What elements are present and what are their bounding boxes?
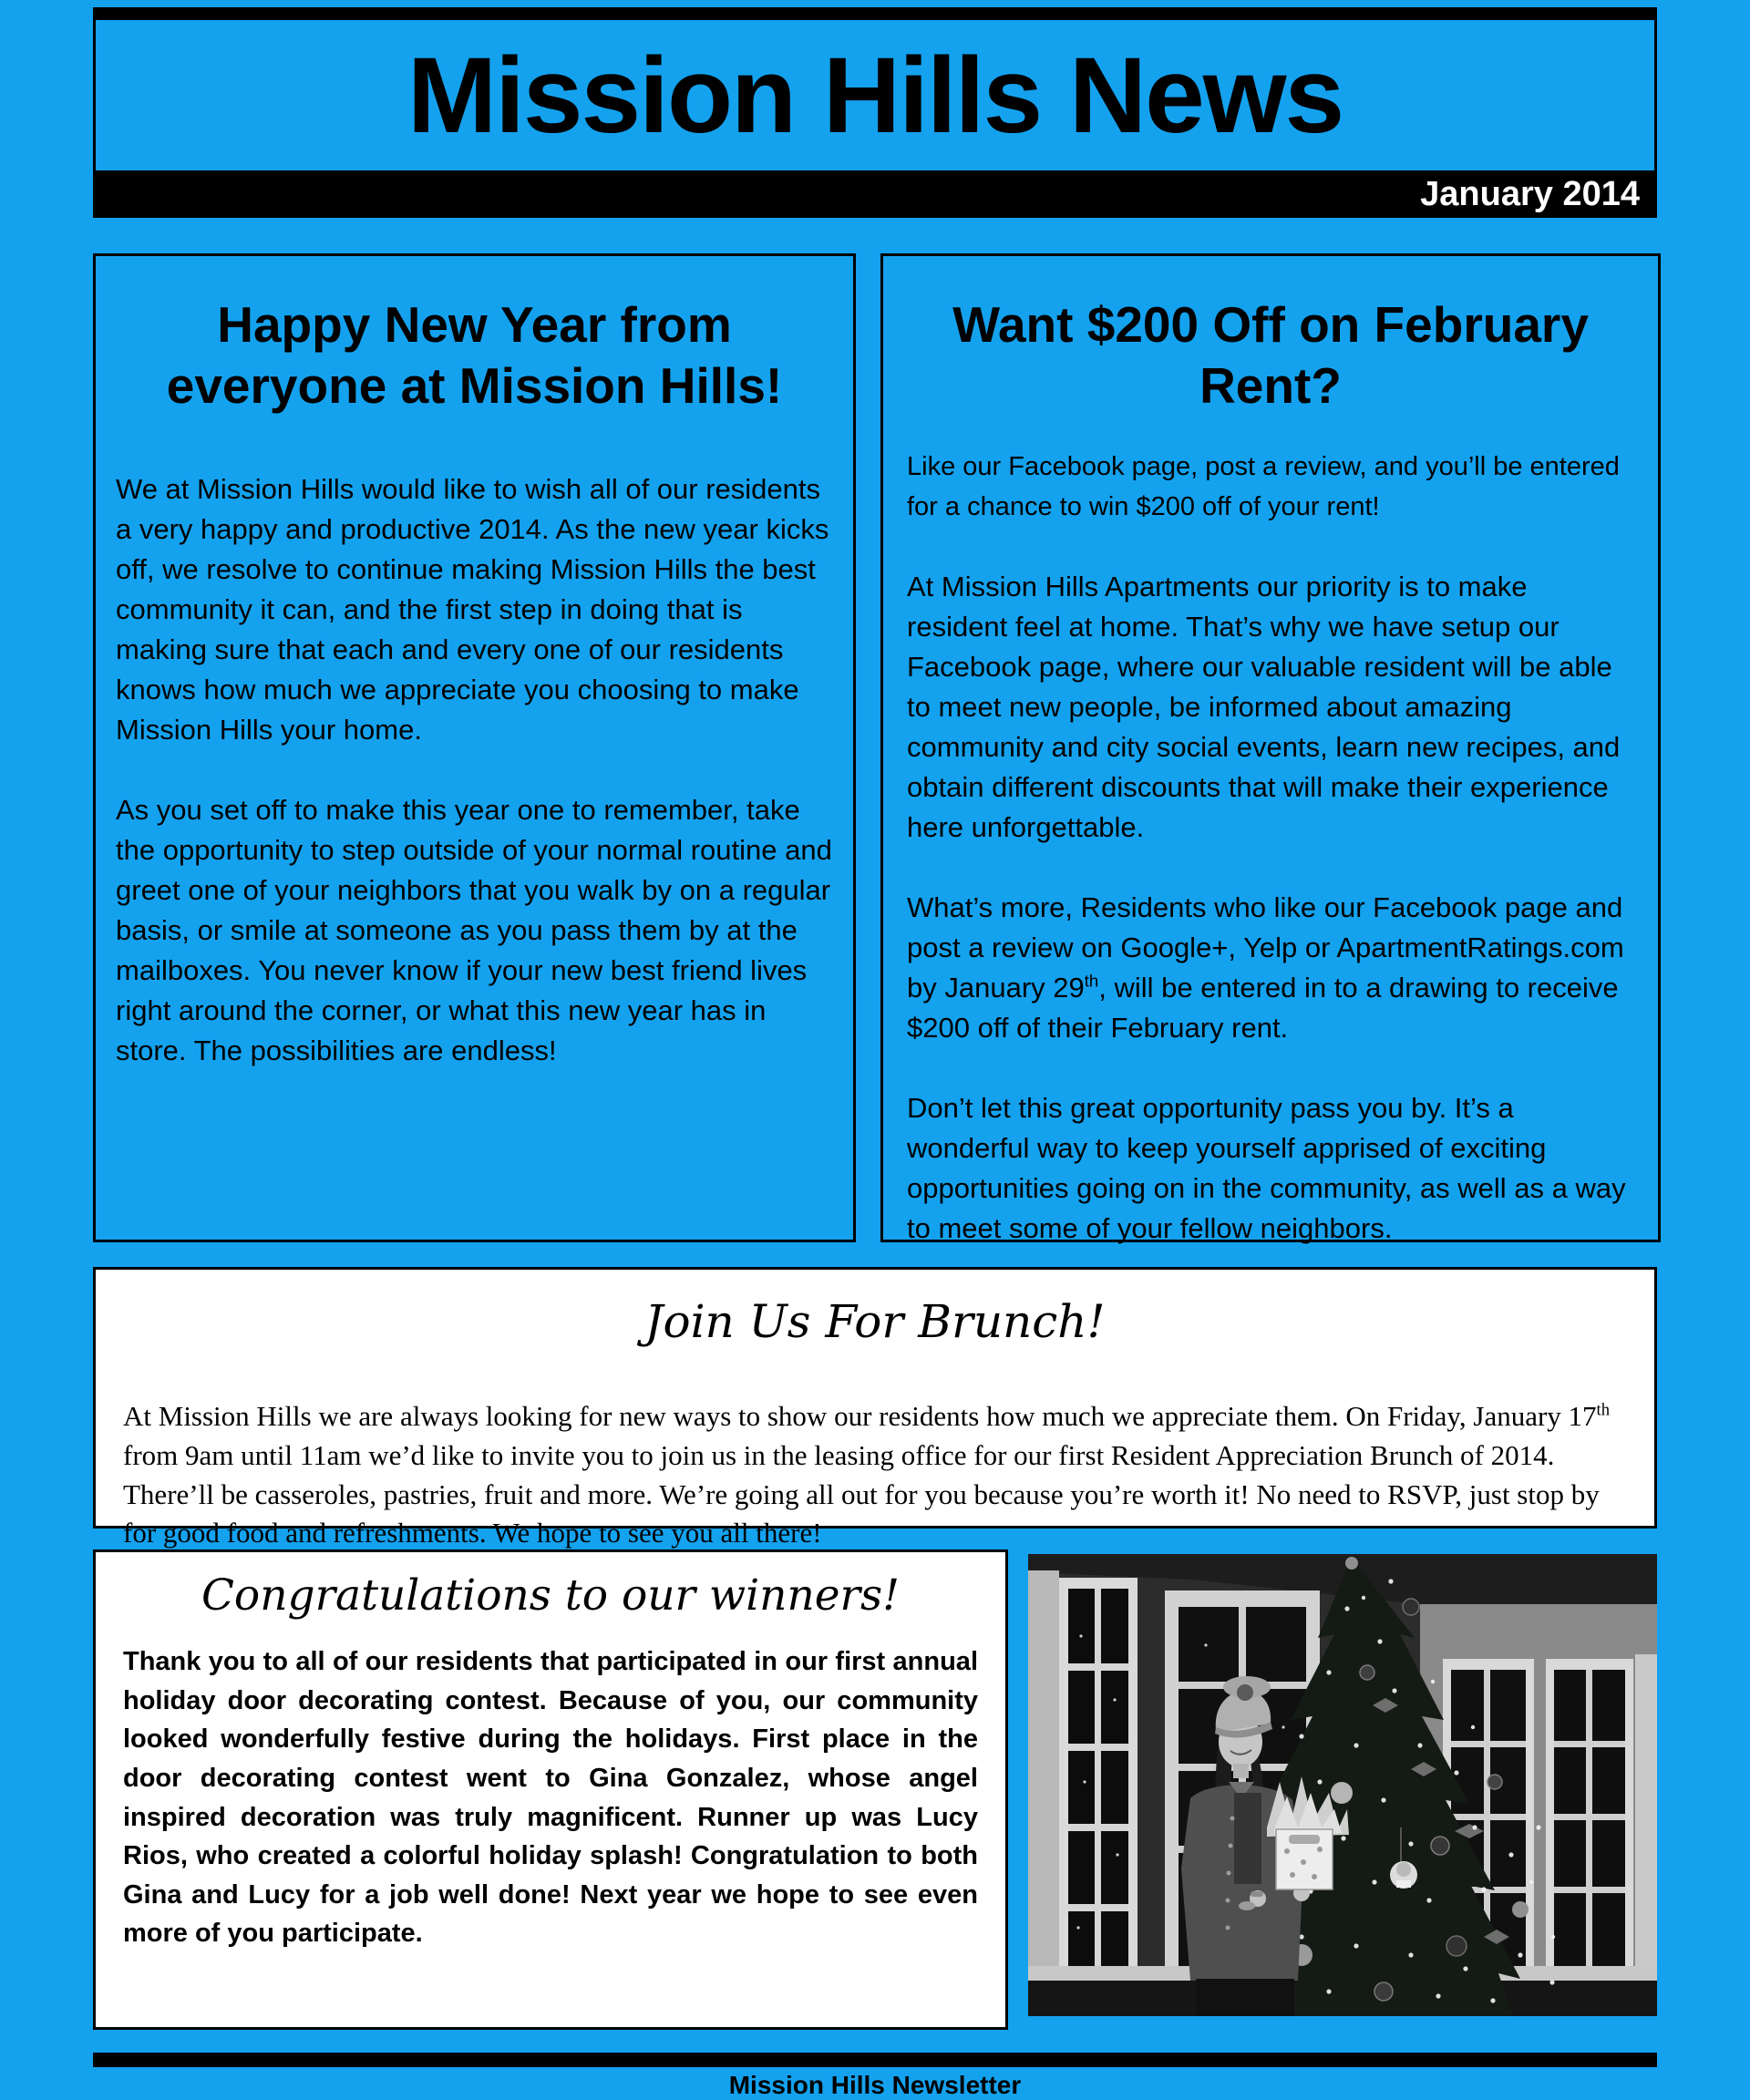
paragraph: Like our Facebook page, post a review, and you’ll be entered for a chance to win $200 off of your rent! xyxy=(907,452,1620,521)
paragraph-text: At Mission Hills we are always looking for new ways to show our residents how much we appreciate them. On Friday, January 17 xyxy=(123,1400,1597,1432)
article-winners-title: Congratulations to our winners! xyxy=(201,1570,901,1621)
article-new-year-body xyxy=(116,469,833,1071)
footer-label: Mission Hills Newsletter xyxy=(728,2071,1022,2099)
gift-bag xyxy=(1276,1829,1333,1889)
article-rent-promo-title: Want $200 Off on February Rent? xyxy=(952,296,1589,415)
paragraph-text: , will be entered in to a drawing to receive $200 off of their February rent. xyxy=(907,972,1619,1045)
left-window xyxy=(1059,1578,1138,1981)
article-winners xyxy=(93,1549,1008,2030)
masthead-top-rule xyxy=(96,7,1654,20)
masthead xyxy=(93,7,1657,218)
article-brunch xyxy=(93,1267,1657,1549)
issue-date: January 2014 xyxy=(1420,174,1640,213)
newsletter-title: Mission Hills News xyxy=(407,35,1343,156)
paragraph: As you set off to make this year one to remember, take the opportunity to step outside of your normal routine and greet one of your neighbors that you walk by on a regular basis, or smile at someone as you pass them by at the mailboxes. You never know if your new best friend lives right around the corner, or what this new year has in store. The possibilities are endless! xyxy=(116,794,832,1067)
article-new-year xyxy=(93,253,856,1242)
ordinal-suffix: th xyxy=(1084,972,1099,991)
article-winners-body: Thank you to all of our residents that participated in our first annual holiday door decorating contest. Because of you, our community looked wonderfully festive during the holidays. First place in the door decorating contest went to Gina Gonzalez, whose angel inspired decoration was truly magnificent. Runner up was Lucy Rios, who created a colorful holiday splash! Congratulation to both Gina and Lucy for a job well done! Next year we hope to see even more of you participate. xyxy=(123,1647,978,1949)
paragraph xyxy=(907,888,1634,1048)
paragraph-text: What’s more, Residents who like our Facebook page and post a review on Google+, Yelp or ApartmentRatings.com by January 29 xyxy=(907,891,1624,1004)
article-new-year-title: Happy New Year from everyone at Mission Hills! xyxy=(166,296,783,415)
article-rent-promo-body xyxy=(907,448,1634,1249)
footer-rule xyxy=(93,2053,1657,2067)
issue-date-bar xyxy=(96,170,1654,218)
paragraph-text: from 9am until 11am we’d like to invite you to join us in the leasing office for our first Resident Appreciation Brunch of 2014. There’ll be casseroles, pastries, fruit and more. We’re going all out for you because you’re worth it! No need to RSVP, just stop by for good food and refreshments. We hope to see you all there! xyxy=(123,1438,1600,1549)
article-rent-promo xyxy=(880,253,1661,1245)
paragraph: At Mission Hills Apartments our priority is to make resident feel at home. That’s why we have setup our Facebook page, where our valuable resident will be able to meet new people, be informed about amazing community and city social events, learn new recipes, and obtain different discounts that will make their experience here unforgettable. xyxy=(907,571,1621,844)
ordinal-suffix: th xyxy=(1596,1400,1611,1420)
article-brunch-title: Join Us For Brunch! xyxy=(644,1295,1106,1348)
article-brunch-body xyxy=(123,1397,1627,1553)
paragraph: Don’t let this great opportunity pass you by. It’s a wonderful way to keep yourself apprised of exciting opportunities going on in the community, as well as a way to meet some of your fellow neighbors. xyxy=(907,1092,1626,1245)
winner-photo xyxy=(1028,1554,1657,2016)
christmas-tree-photo xyxy=(1028,1554,1657,2016)
paragraph: We at Mission Hills would like to wish all of our residents a very happy and productive 2014. As the new year kicks off, we resolve to continue making Mission Hills the best community it can, and the first step in doing that is making sure that each and every one of our residents knows how much we appreciate you choosing to make Mission Hills your home. xyxy=(116,473,829,746)
